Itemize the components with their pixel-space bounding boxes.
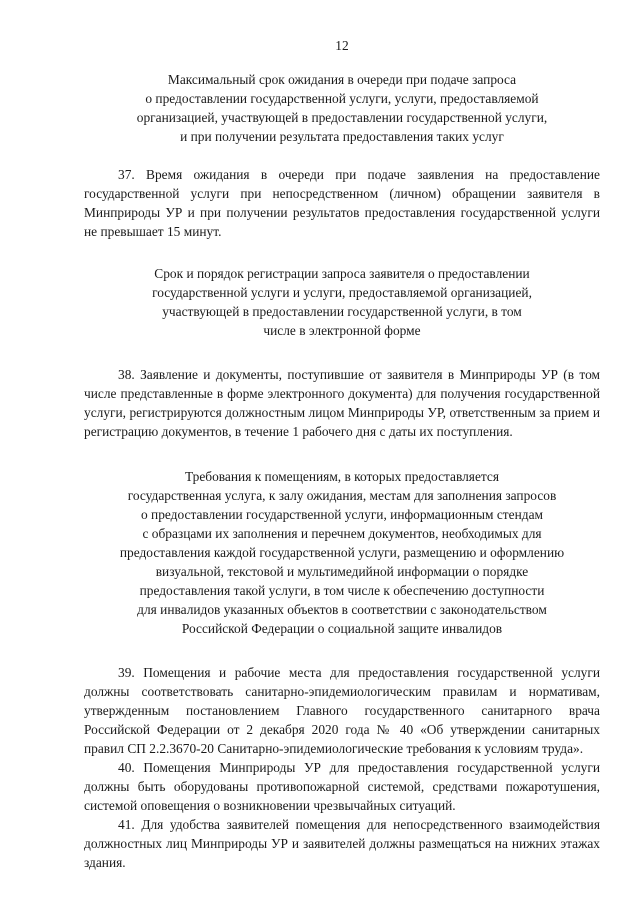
heading-line: о предоставлении государственной услуги, услуги, предоставляемой (145, 91, 539, 106)
heading-line: Требования к помещениям, в которых предоставляется (184, 469, 500, 484)
paragraph-38: 38. Заявление и документы, поступившие от заявителя в Минприроды УР (в том числе представленные в форме электронного документа) для получения государственной услуги, регистрируются должностным лицом Минприроды УР, ответственным за прием и регистрацию документов, в течение 1 рабочего дня с даты их поступления. (84, 367, 600, 439)
paragraph-39: 39. Помещения и рабочие места для предоставления государственной услуги должны соответствовать санитарно-эпидемиологическим правилам и нормативам, утвержденным постановлением Главного государственного санитарного врача Российской Федерации от 2 декабря 2020 года № 40 «Об утверждении санитарных правил СП 2.2.3670-20 Санитарно-эпидемиологические требования к условиям труда». (84, 665, 600, 756)
heading-line: для инвалидов указанных объектов в соответствии с законодательством (137, 602, 547, 617)
heading-line: Срок и порядок регистрации запроса заявителя о предоставлении (154, 266, 530, 281)
spacer (84, 638, 600, 663)
heading-line: и при получении результата предоставления таких услуг (180, 129, 504, 144)
heading-line: Российской Федерации о социальной защите инвалидов (181, 621, 503, 636)
heading-line: государственная услуга, к залу ожидания, местам для заполнения запросов (127, 488, 557, 503)
section-heading-waiting-time (84, 70, 600, 146)
paragraph-40: 40. Помещения Минприроды УР для предоставления государственной услуги должны быть оборудованы противопожарной системой, средствами пожаротушения, системой оповещения о возникновении чрезвычайных ситуаций. (84, 760, 600, 813)
heading-line: организацией, участвующей в предоставлении государственной услуги, (136, 110, 548, 125)
heading-line: предоставления каждой государственной услуги, размещению и оформлению (119, 545, 565, 560)
paragraph-37: 37. Время ожидания в очереди при подаче заявления на предоставление государственной услуги при непосредственном (личном) обращении заявителя в Минприроды УР и при получении результатов предоставления государственной услуги не превышает 15 минут. (84, 167, 600, 239)
section-heading-registration (84, 264, 600, 340)
heading-line: визуальной, текстовой и мультимедийной информации о порядке (155, 564, 529, 579)
spacer (84, 340, 600, 365)
page-number: 12 (335, 38, 349, 53)
heading-line: государственной услуги и услуги, предоставляемой организацией, (152, 285, 532, 300)
spacer (84, 146, 600, 165)
heading-line: предоставления такой услуги, в том числе к обеспечению доступности (139, 583, 545, 598)
paragraph-41: 41. Для удобства заявителей помещения для непосредственного взаимодействия должностных лиц Минприроды УР и заявителей должны размещаться на нижних этажах здания. (84, 817, 600, 870)
heading-line: о предоставлении государственной услуги, информационным стендам (140, 507, 544, 522)
spacer (84, 241, 600, 264)
heading-line: с образцами их заполнения и перечнем документов, необходимых для (142, 526, 542, 541)
spacer (84, 441, 600, 467)
heading-line: Максимальный срок ожидания в очереди при подаче запроса (167, 72, 517, 87)
heading-line: участвующей в предоставлении государственной услуги, в том (162, 304, 522, 319)
section-heading-premises-requirements (84, 467, 600, 638)
heading-line: числе в электронной форме (263, 323, 421, 338)
